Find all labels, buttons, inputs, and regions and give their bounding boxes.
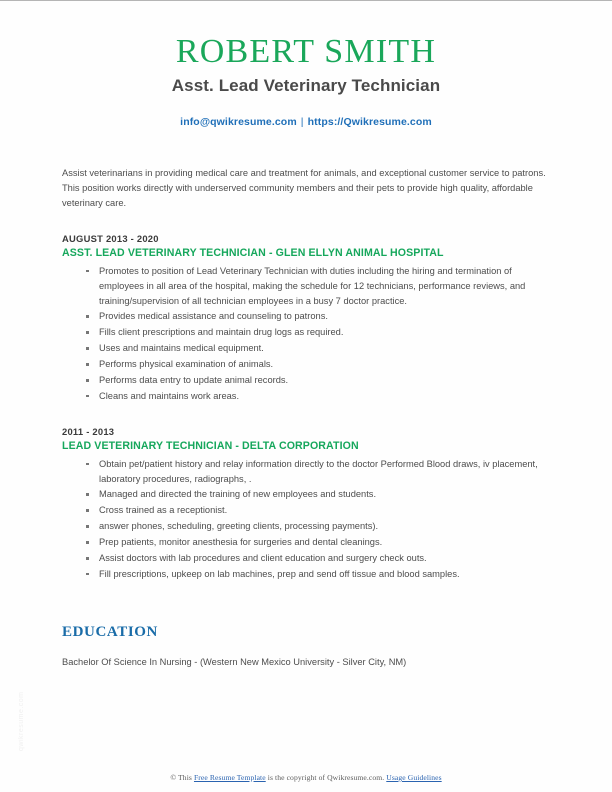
contact-email[interactable]: info@qwikresume.com [180,115,297,128]
list-item: Assist doctors with lab procedures and client education and surgery check outs. [84,551,550,566]
footer-middle: is the copyright of Qwikresume.com. [265,773,387,782]
summary-paragraph: Assist veterinarians in providing medical care and treatment for animals, and exceptional customer service to patrons. This position works directly with underserved community members and their pets to provide high quality, affordable veterinary care. [62,167,546,208]
list-item: Promotes to position of Lead Veterinary Technician with duties including the hiring and termination of employees in all area of the hospital, making the schedule for 12 technicians, performance reviews, and training/supervision of all technician employees in a busy 7 doctor practice. [84,264,550,309]
footer-link-free-resume-template[interactable]: Free Resume Template [193,773,266,782]
footer-link-usage-guidelines[interactable]: Usage Guidelines [386,773,442,782]
list-item: Uses and maintains medical equipment. [84,341,550,356]
list-item: Cleans and maintains work areas. [84,389,550,404]
contact-separator: | [300,115,304,128]
list-item: Performs data entry to update animal records. [84,373,550,388]
list-item: Performs physical examination of animals. [84,357,550,372]
job-bullets-1 [62,264,550,404]
list-item: Prep patients, monitor anesthesia for surgeries and dental cleanings. [84,535,550,550]
footer-prefix: © This [170,773,194,782]
list-item: Obtain pet/patient history and relay information directly to the doctor Performed Blood draws, iv placement, laboratory procedures, radiographs, . [84,457,550,487]
education-entry: Bachelor Of Science In Nursing - (Western New Mexico University - Silver City, NM) [62,656,407,667]
list-item: Managed and directed the training of new employees and students. [84,487,550,502]
contact-website[interactable]: https://Qwikresume.com [307,115,432,128]
candidate-name: ROBERT SMITH [175,33,437,70]
contact-line [0,116,612,128]
list-item: Cross trained as a receptionist. [84,503,550,518]
candidate-job-title: Asst. Lead Veterinary Technician [171,75,441,95]
job-bullets-2 [62,457,550,582]
experience-entry-1 [62,233,550,404]
list-item: Provides medical assistance and counseling to patrons. [84,309,550,324]
page-footer [0,773,612,782]
job-dates-2: 2011 - 2013 [62,425,115,437]
list-item: Fills client prescriptions and maintain drug logs as required. [84,325,550,340]
education-section [62,624,550,670]
resume-content [0,166,612,670]
resume-header [0,1,612,128]
job-heading-1: ASST. LEAD VETERINARY TECHNICIAN - GLEN ELLYN ANIMAL HOSPITAL [62,246,444,259]
list-item: Fill prescriptions, upkeep on lab machines, prep and send off tissue and blood samples. [84,567,550,582]
education-heading: EDUCATION [62,623,158,640]
job-dates-1: AUGUST 2013 - 2020 [62,232,159,244]
list-item: answer phones, scheduling, greeting clients, processing payments). [84,519,550,534]
job-heading-2: LEAD VETERINARY TECHNICIAN - DELTA CORPORATION [62,439,359,452]
experience-entry-2 [62,426,550,582]
watermark-text: qwikresume.com [18,691,25,751]
